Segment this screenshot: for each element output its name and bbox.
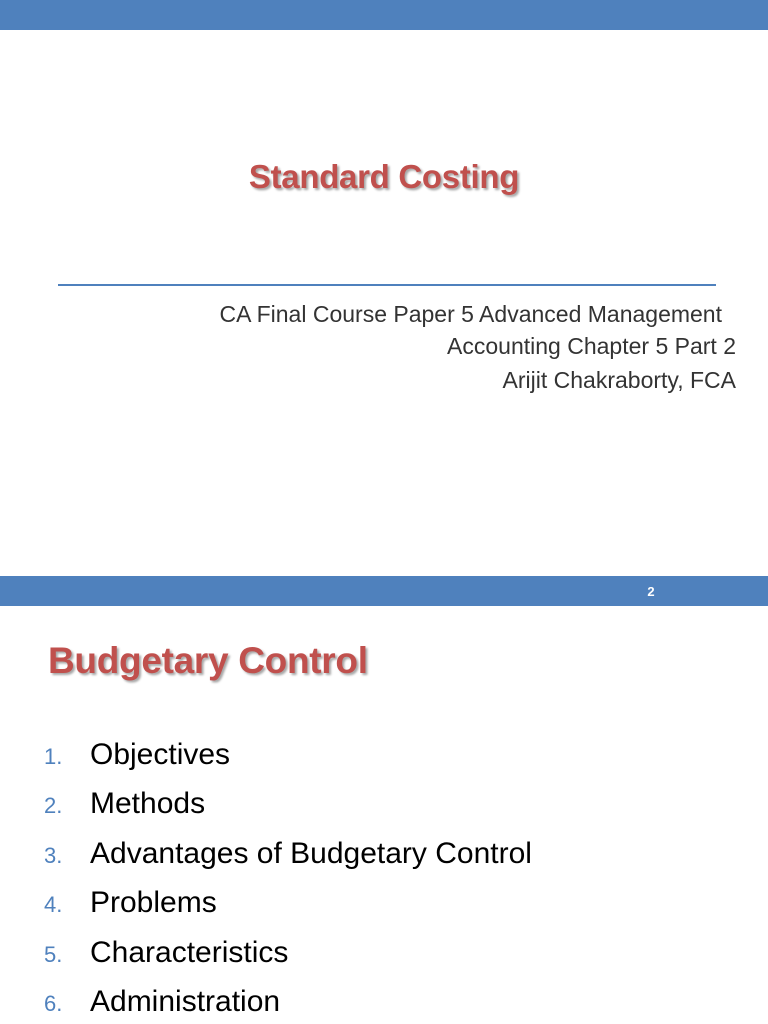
list-item bbox=[44, 837, 532, 886]
list-item bbox=[44, 738, 532, 787]
list-item-text: Methods bbox=[90, 787, 206, 821]
list-item-text: Advantages of Budgetary Control bbox=[90, 836, 532, 870]
topic-list bbox=[44, 738, 532, 1024]
list-item bbox=[44, 787, 532, 836]
slide-title: Budgetary Control bbox=[48, 640, 368, 681]
list-item-text: Objectives bbox=[90, 738, 231, 771]
list-item-text: Administration bbox=[90, 984, 281, 1018]
list-item-number: 3. bbox=[44, 842, 63, 868]
slide-subtitle bbox=[96, 298, 736, 362]
list-item bbox=[44, 936, 532, 985]
author-credit: Arijit Chakraborty, FCA bbox=[502, 367, 736, 393]
title-divider bbox=[58, 284, 716, 286]
list-item-number: 6. bbox=[44, 990, 63, 1016]
slide-title: Standard Costing bbox=[248, 158, 520, 195]
list-item-text: Problems bbox=[90, 886, 217, 920]
subtitle-line: CA Final Course Paper 5 Advanced Management bbox=[219, 301, 722, 327]
list-item bbox=[44, 886, 532, 935]
list-item-number: 1. bbox=[44, 744, 63, 769]
list-item-text: Characteristics bbox=[90, 935, 289, 969]
list-item-number: 4. bbox=[44, 892, 63, 918]
list-item-number: 2. bbox=[44, 793, 63, 819]
slide-header-bar bbox=[0, 0, 768, 30]
page-number: 2 bbox=[647, 584, 655, 599]
subtitle-line: Accounting Chapter 5 Part 2 bbox=[447, 333, 736, 359]
list-item bbox=[44, 985, 532, 1024]
list-item-number: 5. bbox=[44, 941, 63, 967]
slide-header-bar bbox=[0, 576, 768, 606]
slide-2 bbox=[0, 576, 768, 1024]
